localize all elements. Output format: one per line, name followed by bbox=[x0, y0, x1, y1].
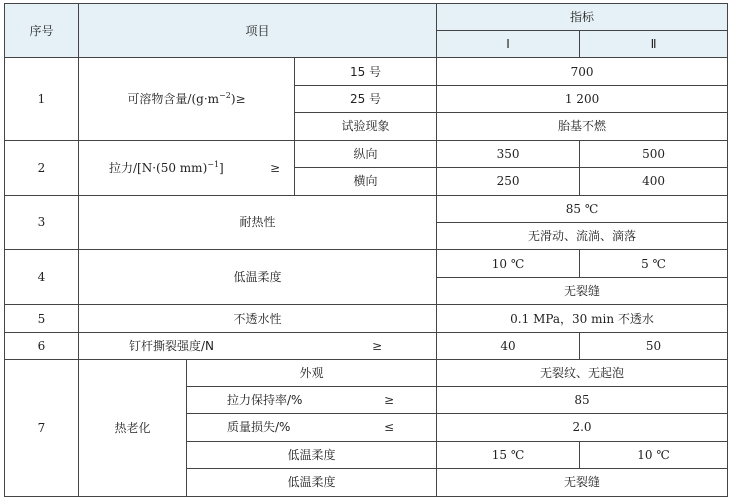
value-cell: 无裂纹、无起泡 bbox=[437, 359, 728, 386]
label-superscript: −2 bbox=[219, 91, 231, 101]
table-row bbox=[5, 249, 728, 277]
value-cell: 无裂缝 bbox=[437, 468, 728, 496]
value-cell: 胎基不燃 bbox=[437, 112, 728, 140]
value-cell: 700 bbox=[437, 58, 728, 85]
sub-label: 外观 bbox=[187, 359, 437, 386]
table-row bbox=[5, 141, 728, 168]
comparison-symbol: ≥ bbox=[383, 393, 395, 408]
label-text: 钉杆撕裂强度/N bbox=[129, 338, 215, 353]
row-label bbox=[79, 332, 437, 359]
value-cell: 1 200 bbox=[437, 85, 728, 112]
sub-label-text: 拉力保持率/% bbox=[227, 393, 303, 408]
label-split bbox=[187, 393, 436, 407]
comparison-symbol: ≥ bbox=[269, 160, 280, 175]
table-row bbox=[5, 58, 728, 85]
header-row bbox=[5, 4, 728, 31]
row-number: 6 bbox=[5, 332, 79, 359]
label-superscript: −1 bbox=[207, 159, 220, 169]
value-cell: 无滑动、流淌、滴落 bbox=[437, 222, 728, 249]
row-label bbox=[79, 141, 295, 195]
row-number: 3 bbox=[5, 195, 79, 249]
row-label: 不透水性 bbox=[79, 305, 437, 332]
value-cell: 5 ℃ bbox=[580, 249, 728, 277]
label-split bbox=[79, 161, 294, 175]
sub-label: 低温柔度 bbox=[187, 441, 437, 468]
sub-label: 15 号 bbox=[295, 58, 437, 85]
table-row bbox=[5, 332, 728, 359]
value-cell: 10 ℃ bbox=[580, 441, 728, 468]
row-label: 低温柔度 bbox=[79, 249, 437, 304]
sub-label bbox=[187, 387, 437, 414]
value-cell: 0.1 MPa，30 min 不透水 bbox=[437, 305, 728, 332]
label-text: 可溶物含量/(g·m bbox=[127, 92, 220, 107]
value-cell: 250 bbox=[437, 168, 580, 195]
header-grade-2: Ⅱ bbox=[580, 31, 728, 58]
value-cell: 无裂缝 bbox=[437, 278, 728, 305]
label-tail: )≥ bbox=[230, 92, 246, 107]
table-row bbox=[5, 359, 728, 386]
label-split bbox=[79, 339, 436, 353]
spec-table bbox=[4, 3, 728, 497]
comparison-symbol: ≤ bbox=[383, 420, 395, 435]
sub-label-text: 质量损失/% bbox=[227, 420, 291, 435]
row-number: 4 bbox=[5, 249, 79, 304]
row-number: 5 bbox=[5, 305, 79, 332]
table-row bbox=[5, 195, 728, 222]
row-label bbox=[79, 58, 295, 141]
row-number: 1 bbox=[5, 58, 79, 141]
header-indicator: 指标 bbox=[437, 4, 728, 31]
value-cell: 85 ℃ bbox=[437, 195, 728, 222]
comparison-symbol: ≥ bbox=[371, 338, 383, 353]
label-tail: ] bbox=[219, 160, 224, 175]
value-cell: 50 bbox=[580, 332, 728, 359]
row-label: 耐热性 bbox=[79, 195, 437, 249]
sub-label: 25 号 bbox=[295, 85, 437, 112]
label-text: 拉力/[N·(50 mm) bbox=[109, 160, 208, 175]
row-number: 7 bbox=[5, 359, 79, 496]
label-split bbox=[187, 420, 436, 434]
sub-label: 横向 bbox=[295, 168, 437, 195]
value-cell: 10 ℃ bbox=[437, 249, 580, 277]
header-item: 项目 bbox=[79, 4, 437, 58]
value-cell: 500 bbox=[580, 141, 728, 168]
row-label: 热老化 bbox=[79, 359, 187, 496]
value-cell: 350 bbox=[437, 141, 580, 168]
sub-label: 试验现象 bbox=[295, 112, 437, 140]
sub-label: 纵向 bbox=[295, 141, 437, 168]
value-cell: 400 bbox=[580, 168, 728, 195]
header-no: 序号 bbox=[5, 4, 79, 58]
row-number: 2 bbox=[5, 141, 79, 195]
value-cell: 85 bbox=[437, 387, 728, 414]
header-grade-1: Ⅰ bbox=[437, 31, 580, 58]
sub-label: 低温柔度 bbox=[187, 468, 437, 496]
value-cell: 40 bbox=[437, 332, 580, 359]
label-text-group bbox=[109, 161, 224, 175]
value-cell: 15 ℃ bbox=[437, 441, 580, 468]
sub-label bbox=[187, 414, 437, 441]
value-cell: 2.0 bbox=[437, 414, 728, 441]
table-row bbox=[5, 305, 728, 332]
